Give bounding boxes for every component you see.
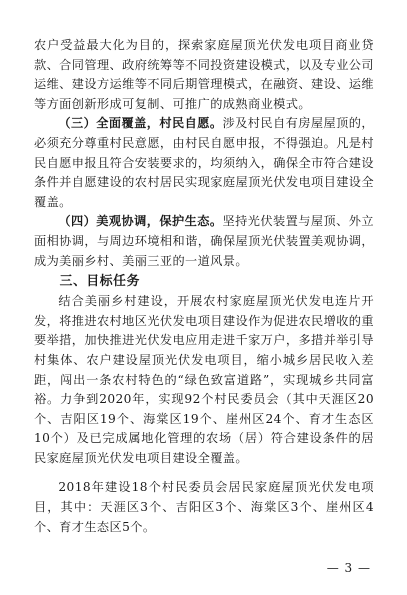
paragraph-aesthetics-lead: （四）美观协调，保护生态。 <box>58 214 223 229</box>
paragraph-aesthetics-body: 坚持光伏装置与屋顶、外立面相协调，与周边环境相和谐，确保屋顶光伏装置美观协调，成为美丽乡村、美丽三亚的一道风景。 <box>34 214 374 268</box>
paragraph-full-coverage-body: 涉及村民自有房屋屋顶的，必须充分尊重村民意愿，由村民自愿申报，不得强迫。凡是村民自愿申报且符合安装要求的，均须纳入，确保全市符合建设条件并自愿建设的农村居民实现家庭屋顶光伏发电项目建设全覆盖。 <box>34 116 374 209</box>
paragraph-gap <box>34 468 374 478</box>
paragraph-full-coverage <box>34 114 374 212</box>
paragraph-2018-plan: 2018年建设18个村民委员会居民家庭屋顶光伏发电项目，其中：天涯区3个、吉阳区3个、海棠区3个、崖州区4个、育才生态区5个。 <box>34 480 374 534</box>
document-page <box>34 36 374 537</box>
section-heading-goals: 三、目标任务 <box>59 274 140 290</box>
page-number: — 3 — <box>326 561 371 575</box>
paragraph-goals: 结合美丽乡村建设，开展农村家庭屋顶光伏发电连片开发，将推进农村地区光伏发电项目建设作为促进农民增收的重要举措，加快推进光伏发电应用走进千家万户，多措并举引导村集体、农户建设屋顶光伏发电项目，缩小城乡居民收入差距，闯出一条农村特色的“绿色致富道路”，实现城乡共同富裕。力争到2020年，实现92个村民委员会（其中天涯区20个、吉阳区19个、海棠区19个、崖州区24个、育才生态区10个）及已完成属地化管理的农场（居）符合建设条件的居民家庭屋顶光伏发电项目建设全覆盖。 <box>34 294 374 465</box>
paragraph-business-model: 农户受益最大化为目的，探索家庭屋顶光伏发电项目商业贷款、合同管理、政府统筹等不同投资建设模式，以及专业公司运维、建设方运维等不同后期管理模式，在融资、建设、运维等方面创新形成可复制、可推广的成熟商业模式。 <box>34 38 374 111</box>
paragraph-aesthetics <box>34 212 374 271</box>
paragraph-full-coverage-lead: （三）全面覆盖，村民自愿。 <box>58 116 223 131</box>
